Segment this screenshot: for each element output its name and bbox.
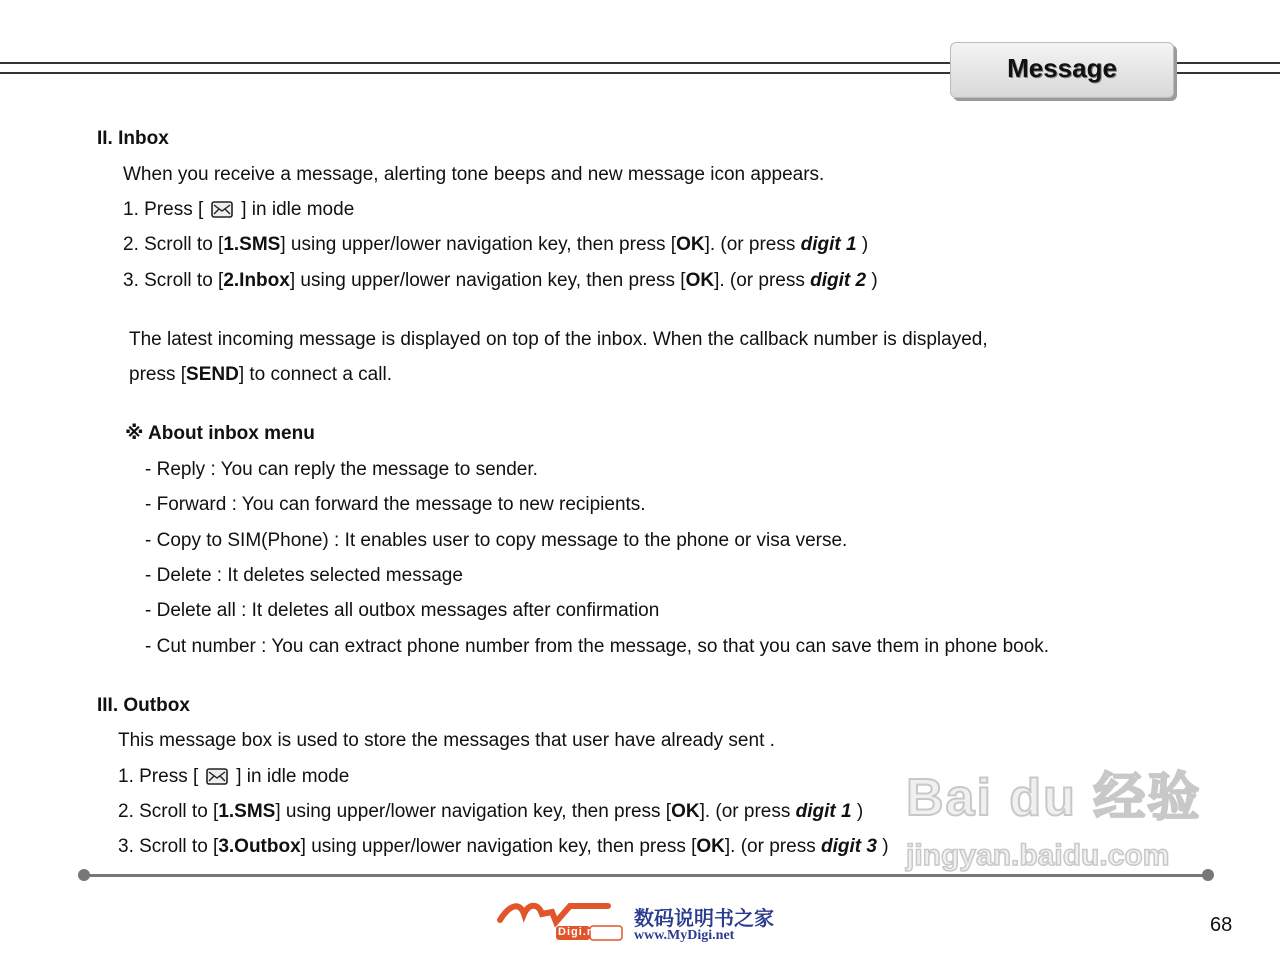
text: ] using upper/lower navigation key, then press [ (300, 836, 697, 857)
header-rule-left-bottom (0, 72, 960, 74)
key-label: 1.SMS (223, 234, 281, 255)
header-rule-right-top (1174, 62, 1280, 64)
text: ] in idle mode (236, 766, 350, 787)
header-rule-left-top (0, 62, 960, 64)
ok-label: OK (696, 836, 725, 857)
text: 3. Scroll to [ (123, 270, 224, 291)
mydigi-logo (496, 896, 786, 954)
menu-item-delete: - Delete : It deletes selected message (145, 565, 463, 586)
digit-label: digit 1 (800, 234, 857, 255)
page-title: Message (1007, 53, 1117, 83)
text: press [ (129, 364, 187, 385)
inbox-intro: When you receive a message, alerting tone beeps and new message icon appears. (123, 164, 825, 185)
logo-cn-text: 数码说明书之家 (634, 906, 774, 930)
section-heading-outbox: III. Outbox (97, 695, 190, 716)
outbox-step-2 (118, 801, 863, 823)
key-label: 1.SMS (218, 801, 276, 822)
menu-item-cut-number: - Cut number : You can extract phone number from the message, so that you can save them in phone book. (145, 636, 1050, 657)
text: ]. (or press (714, 270, 811, 291)
footer-rule (84, 874, 1208, 877)
inbox-step-1-post: ] in idle mode (241, 199, 355, 220)
text: ]. (or press (699, 801, 796, 822)
footer-rule-dot-right (1202, 869, 1214, 881)
key-label: 2.Inbox (223, 270, 290, 291)
text: ] using upper/lower navigation key, then press [ (275, 801, 672, 822)
text: 3. Scroll to [ (118, 836, 219, 857)
digit-label: digit 1 (795, 801, 852, 822)
digit-label: digit 3 (820, 836, 877, 857)
ok-label: OK (676, 234, 705, 255)
text: ) (851, 801, 864, 822)
menu-item-reply: - Reply : You can reply the message to sender. (145, 459, 538, 480)
watermark-url: jingyan.baidu.com (906, 839, 1170, 872)
text: ] to connect a call. (238, 364, 392, 385)
menu-item-delete-all: - Delete all : It deletes all outbox messages after confirmation (145, 600, 660, 621)
text: 2. Scroll to [ (123, 234, 224, 255)
about-inbox-heading: ※ About inbox menu (125, 423, 315, 444)
text: ]. (or press (704, 234, 801, 255)
baidu-watermark (906, 768, 1201, 874)
text: 1. Press [ (118, 766, 199, 787)
text: 2. Scroll to [ (118, 801, 219, 822)
text: ) (866, 270, 878, 291)
envelope-icon (206, 768, 228, 785)
envelope-icon (211, 201, 233, 218)
menu-item-copy: - Copy to SIM(Phone) : It enables user to copy message to the phone or visa verse. (145, 530, 848, 551)
text: ] using upper/lower navigation key, then press [ (289, 270, 686, 291)
text: ) (876, 836, 889, 857)
outbox-step-3 (118, 836, 889, 858)
ok-label: OK (685, 270, 715, 291)
logo-url-text: www.MyDigi.net (634, 928, 735, 943)
outbox-step-1 (118, 766, 349, 788)
header-title-box (950, 42, 1174, 98)
section-heading-inbox: II. Inbox (97, 128, 169, 149)
digit-label: digit 2 (810, 270, 867, 291)
text: ] using upper/lower navigation key, then press [ (280, 234, 677, 255)
inbox-step-3 (123, 270, 878, 292)
inbox-latest-line-2 (129, 364, 392, 386)
inbox-step-2 (123, 234, 868, 256)
inbox-step-1 (123, 199, 354, 221)
header-rule-right-bottom (1174, 72, 1280, 74)
inbox-latest-line-1: The latest incoming message is displayed on top of the inbox. When the callback number is displayed, (129, 329, 988, 350)
watermark-brand: Bai du 经验 (906, 769, 1202, 827)
page-number: 68 (1210, 914, 1233, 936)
key-label: 3.Outbox (218, 836, 301, 857)
menu-item-forward: - Forward : You can forward the message to new recipients. (145, 494, 646, 515)
ok-label: OK (671, 801, 700, 822)
outbox-intro: This message box is used to store the messages that user have already sent . (118, 730, 775, 751)
text: ) (856, 234, 869, 255)
text: ]. (or press (724, 836, 821, 857)
send-key-label: SEND (186, 364, 239, 385)
logo-sub-text: Digi.net (558, 926, 607, 938)
inbox-step-1-pre: 1. Press [ (123, 199, 204, 220)
